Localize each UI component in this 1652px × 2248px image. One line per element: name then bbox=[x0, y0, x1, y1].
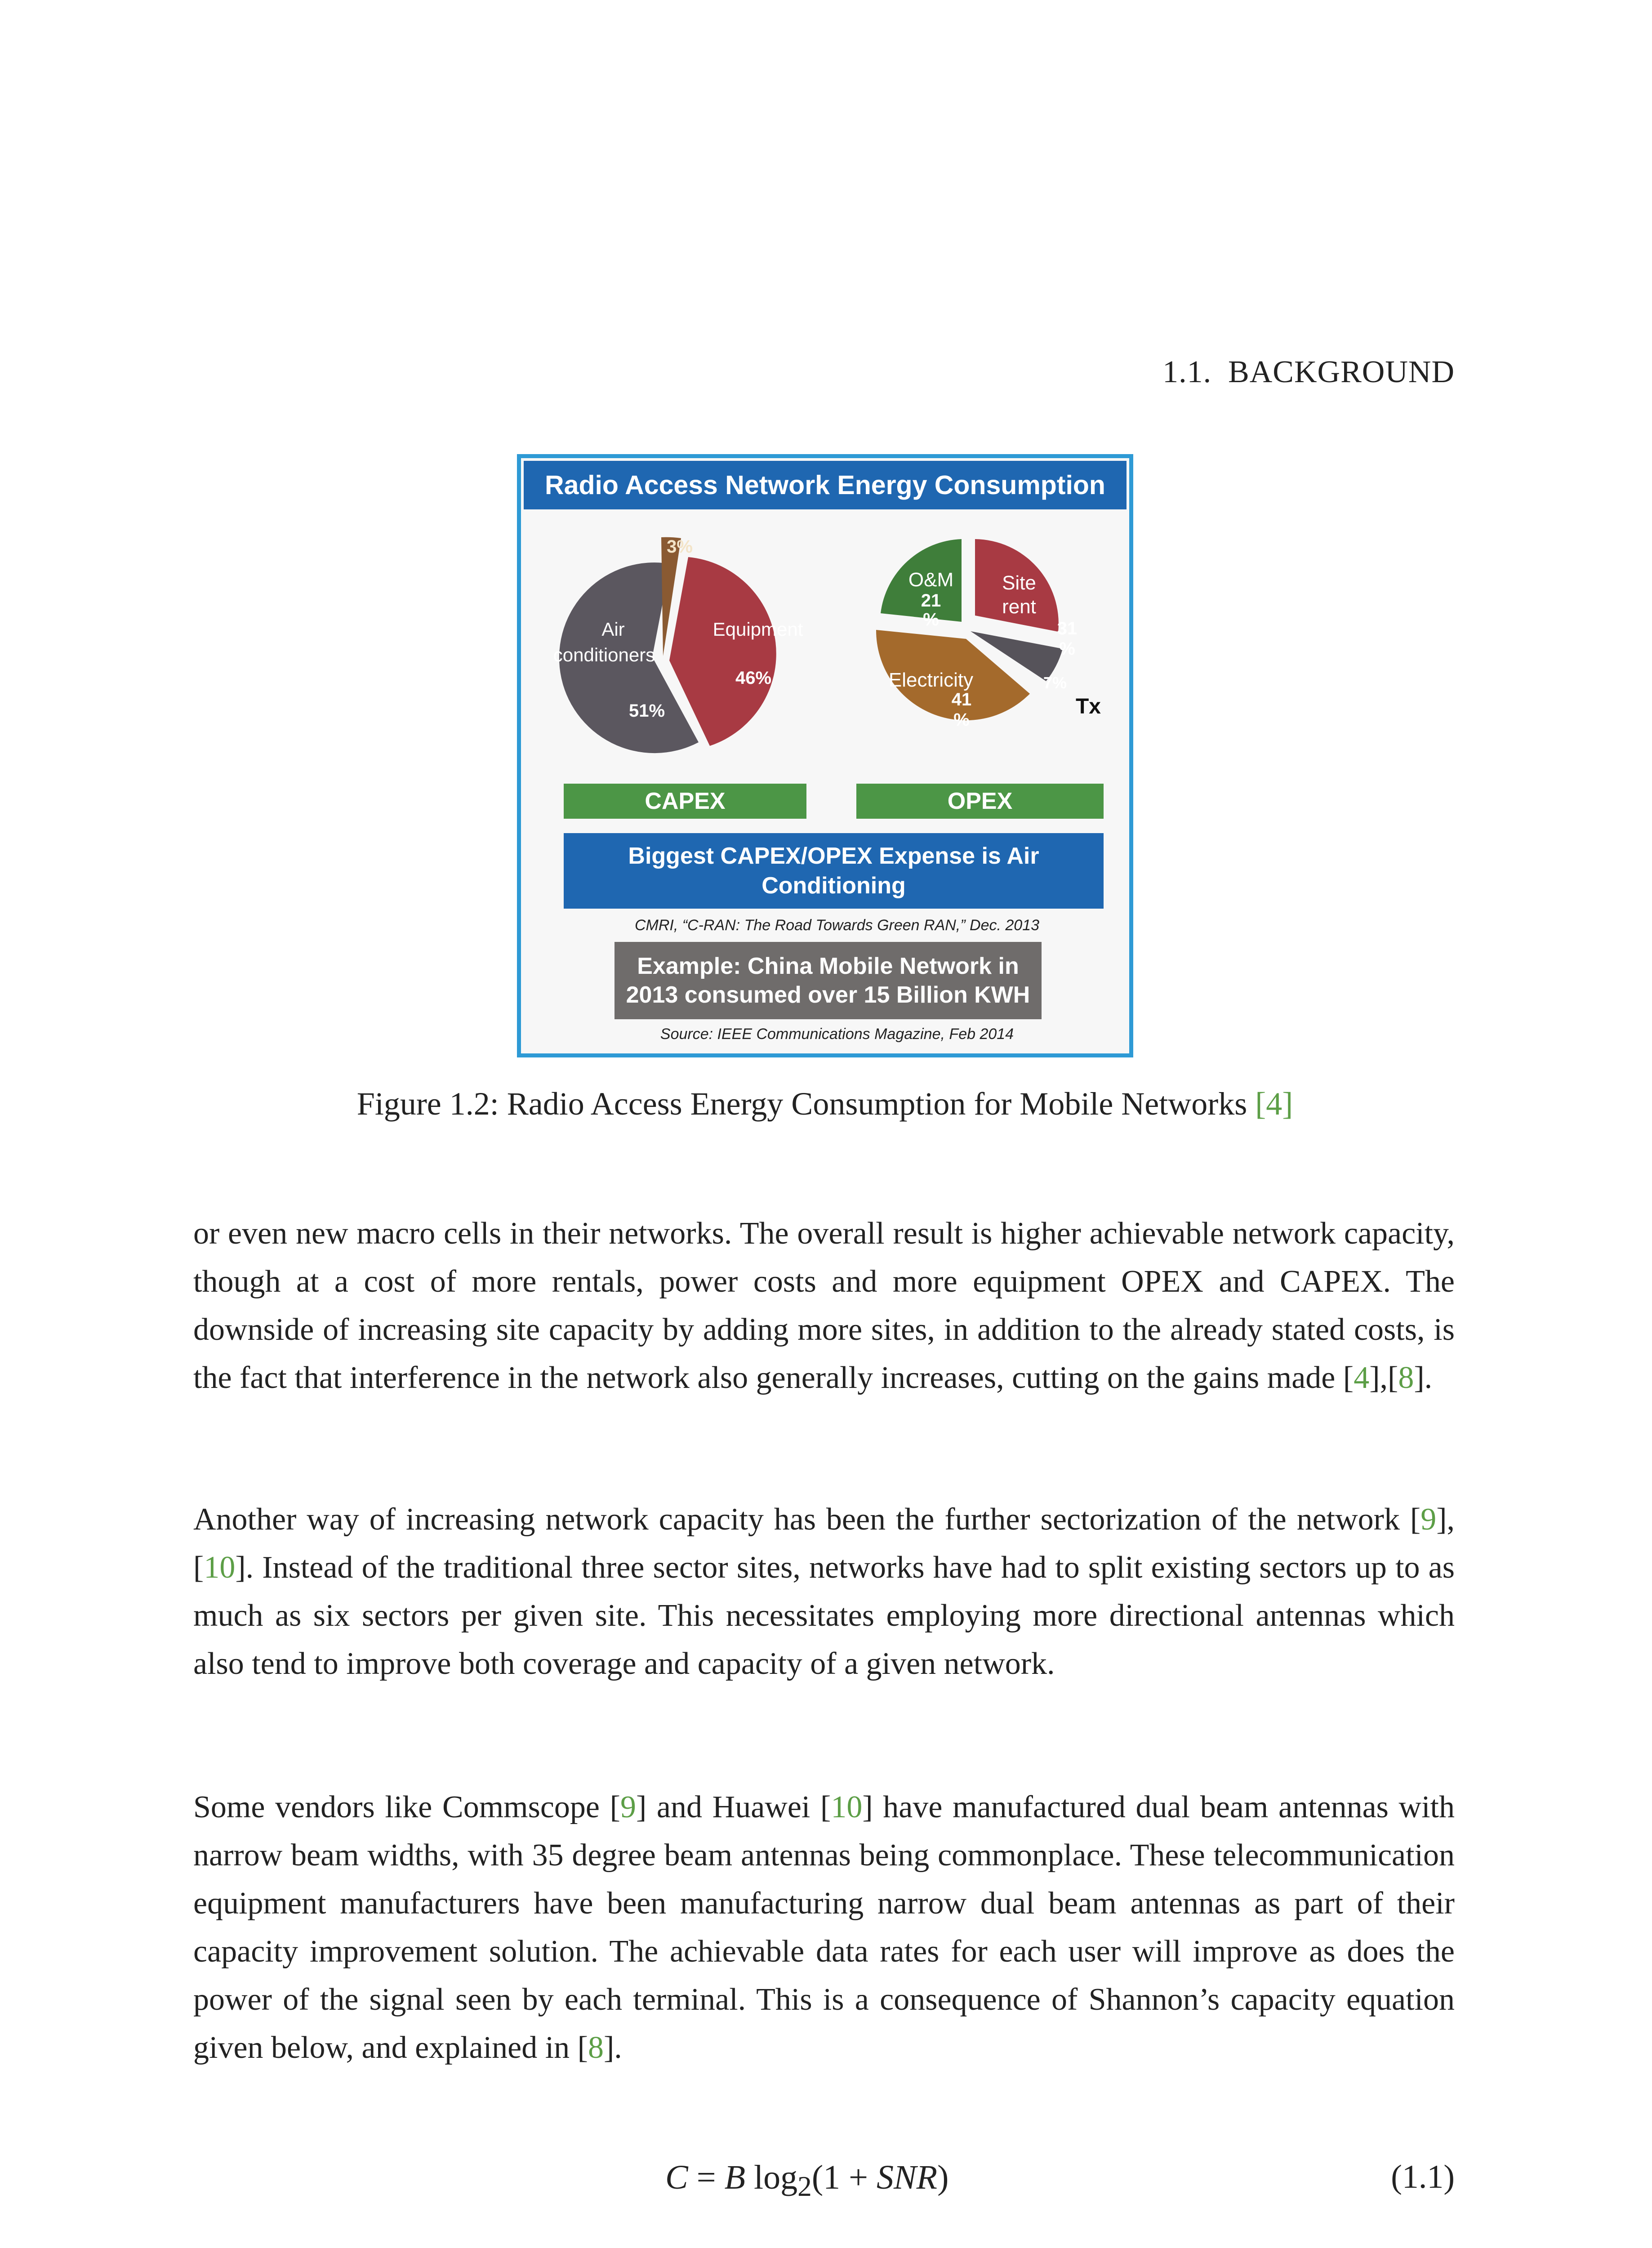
opex-label-rent: rent bbox=[1002, 596, 1036, 618]
capex-label-air: Air bbox=[601, 619, 625, 640]
opex-label-electricity: Electricity bbox=[888, 669, 974, 691]
paragraph-text: Another way of increasing network capacity has been the further sectorization of the network bbox=[193, 1502, 1410, 1537]
eq-b: B bbox=[724, 2159, 746, 2196]
paragraph-1: or even new macro cells in their networks. The overall result is higher achievable network capacity, though at a cost of more rentals, power costs and more equipment OPEX and CAPEX. The downside of increasing site capacity by adding more sites, in addition to the already stated costs, is the fact that interference in the network also generally increases, cutting on the gains made [4],[8]. bbox=[193, 1216, 1455, 1395]
citation-link[interactable]: 9 bbox=[620, 1790, 636, 1824]
example-banner bbox=[614, 942, 1042, 1019]
caption-bracket: ] bbox=[1282, 1086, 1293, 1122]
capex-label-air-pct: 51% bbox=[628, 701, 665, 721]
figure-infographic bbox=[517, 454, 1133, 1057]
capex-label-equipment-pct: 46% bbox=[735, 668, 772, 688]
eq-equals: = bbox=[696, 2159, 716, 2196]
running-header bbox=[1146, 354, 1455, 390]
opex-label-tx: Tx bbox=[1075, 695, 1101, 718]
capex-label-conditioners: conditioners bbox=[553, 644, 655, 665]
opex-label-elec-pct: % bbox=[953, 710, 970, 730]
citation-link[interactable]: 10 bbox=[831, 1790, 863, 1824]
figure-caption bbox=[193, 1085, 1456, 1123]
eq-open: (1 + bbox=[811, 2159, 868, 2196]
opex-label-tx-pct: 7% bbox=[1043, 674, 1067, 692]
paragraph-text: . Instead of the traditional three sector sites, networks have had to split existing sectors up to as much as six sectors per given site. This necessitates employing more directional antennas which also tend to improve both coverage and capacity of a given network. bbox=[193, 1550, 1455, 1681]
paragraph-2: Another way of increasing network capacity has been the further sectorization of the network [9],[10]. Instead of the traditional three sector sites, networks have had to split existing sectors up to as much as six sectors per given site. This necessitates employing more directional antennas which also tend to improve both coverage and capacity of a given network. bbox=[193, 1502, 1455, 1681]
caption-text: Figure 1.2: Radio Access Energy Consumption for Mobile Networks bbox=[356, 1086, 1256, 1122]
citation-link[interactable]: 10 bbox=[204, 1550, 236, 1585]
eq-c: C bbox=[665, 2159, 688, 2196]
section-number: 1.1. bbox=[1162, 355, 1212, 389]
opex-label-elec-41: 41 bbox=[951, 690, 972, 709]
paragraph-text: or even new macro cells in their networks. The overall result is higher achievable network capacity, though at a cost of more rentals, power costs and more equipment OPEX and CAPEX. The downside of increasing site capacity by adding more sites, in addition to the already stated costs, is the fact that interference in the network also generally increases, cutting on the gains made bbox=[193, 1216, 1455, 1395]
paragraph-text: . bbox=[614, 2030, 622, 2065]
opex-label-om-21: 21 bbox=[921, 591, 941, 611]
equation-number: (1.1) bbox=[1391, 2159, 1455, 2195]
opex-label-om: O&M bbox=[908, 569, 954, 591]
paragraph-text: Some vendors like Commscope bbox=[193, 1790, 610, 1824]
figure-title: Radio Access Network Energy Consumption bbox=[524, 461, 1127, 509]
eq-snr: SNR bbox=[876, 2159, 938, 2196]
caption-bracket: [ bbox=[1255, 1086, 1266, 1122]
paragraph-text: have manufactured dual beam antennas with narrow beam widths, with 35 degree beam antennas being commonplace. These telecommunication equipment manufacturers have been manufacturing narrow dual beam antennas as part of their capacity improvement solution. The achievable data rates for each user will improve as does the power of the signal seen by each terminal. This is a consequence of Shannon’s capacity equation given below, and explained in bbox=[193, 1790, 1455, 2065]
cmri-citation: CMRI, “C-RAN: The Road Towards Green RAN,” Dec. 2013 bbox=[634, 917, 1040, 934]
capex-label-equipment: Equipment bbox=[712, 619, 803, 640]
biggest-expense-banner bbox=[564, 833, 1104, 909]
citation-link[interactable]: 9 bbox=[1420, 1502, 1437, 1537]
citation-link[interactable]: 8 bbox=[588, 2030, 604, 2065]
eq-close: ) bbox=[937, 2159, 949, 2196]
section-title: BACKGROUND bbox=[1228, 355, 1455, 389]
capex-slice-equipment bbox=[669, 557, 776, 746]
shannon-equation bbox=[665, 2158, 948, 2203]
opex-label-site-pct: % bbox=[1059, 639, 1075, 659]
opex-label-site-31: 31 bbox=[1057, 619, 1078, 638]
example-text: Example: China Mobile Network in 2013 consumed over 15 Billion KWH bbox=[626, 953, 1030, 1008]
capex-label-3pct: 3% bbox=[667, 537, 693, 557]
paragraph-3: Some vendors like Commscope [9] and Huawei [10] have manufactured dual beam antennas with narrow beam widths, with 35 degree beam antennas being commonplace. These telecommunication equipment manufacturers have been manufacturing narrow dual beam antennas as part of their capacity improvement solution. The achievable data rates for each user will improve as does the power of the signal seen by each terminal. This is a consequence of Shannon’s capacity equation given below, and explained in [8]. bbox=[193, 1790, 1455, 2065]
paragraph-text: and Huawei bbox=[646, 1790, 821, 1824]
capex-bar: CAPEX bbox=[564, 784, 806, 819]
eq-log: log bbox=[754, 2159, 798, 2196]
citation-link[interactable]: 8 bbox=[1398, 1360, 1414, 1395]
caption-citation[interactable]: 4 bbox=[1266, 1086, 1282, 1122]
biggest-expense-text: Biggest CAPEX/OPEX Expense is Air Conditioning bbox=[628, 843, 1039, 899]
opex-label-site: Site bbox=[1002, 572, 1036, 594]
opex-label-om-pct: % bbox=[923, 610, 939, 629]
source-citation: Source: IEEE Communications Magazine, Feb 2014 bbox=[660, 1026, 1014, 1043]
opex-bar: OPEX bbox=[856, 784, 1104, 819]
citation-link[interactable]: 4 bbox=[1354, 1360, 1370, 1395]
eq-log-base: 2 bbox=[797, 2171, 812, 2203]
